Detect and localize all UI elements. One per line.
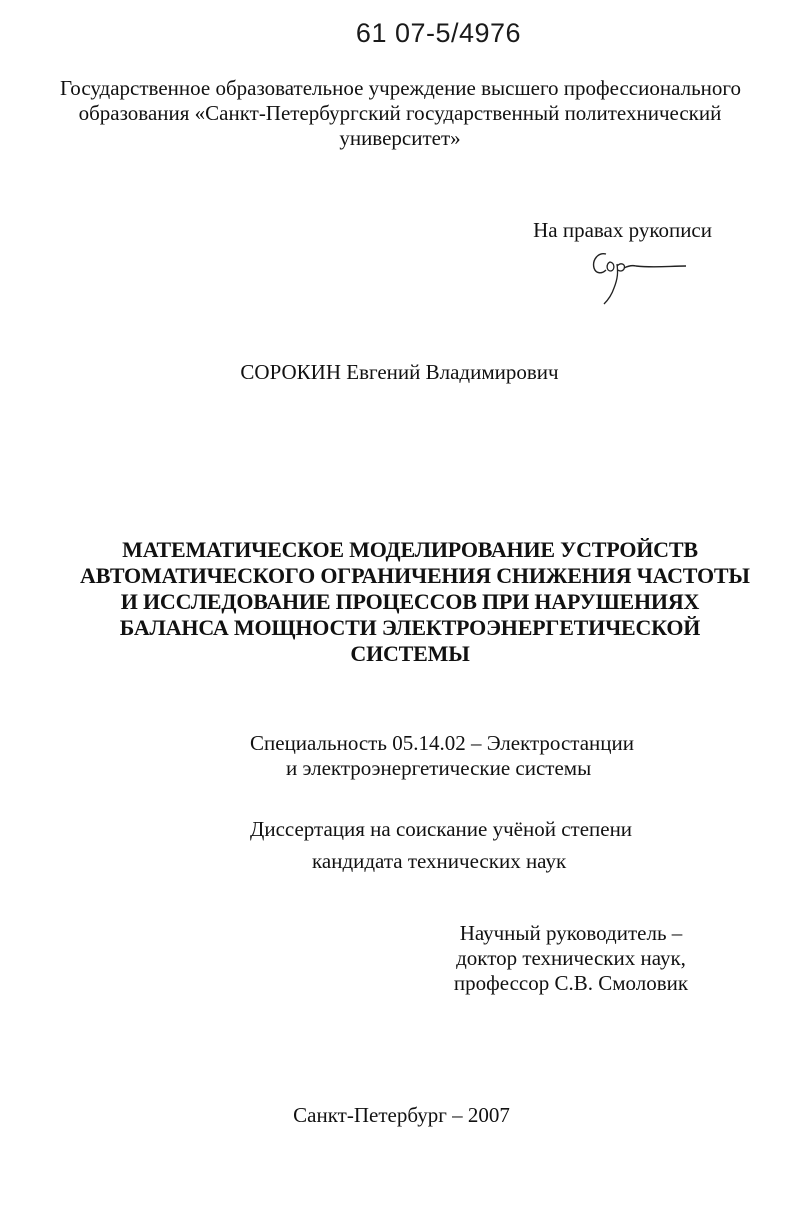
title-line: МАТЕМАТИЧЕСКОЕ МОДЕЛИРОВАНИЕ УСТРОЙСТВ [122, 537, 698, 562]
title-line: АВТОМАТИЧЕСКОГО ОГРАНИЧЕНИЯ СНИЖЕНИЯ ЧАСТОТЫ [80, 563, 750, 588]
degree-line-1: Диссертация на соискание учёной степени [250, 817, 633, 841]
signature-icon [584, 244, 694, 306]
institution-name [60, 76, 740, 151]
specialty [250, 731, 650, 781]
institution-line: Государственное образовательное учреждение высшего профессионального [60, 76, 741, 100]
supervisor-line: доктор технических наук, [456, 946, 686, 970]
degree-line-2: кандидата технических наук [312, 849, 567, 873]
dissertation-title [80, 537, 750, 667]
institution-line: образования «Санкт-Петербургский государственный политехнический [78, 101, 722, 125]
scientific-supervisor [430, 921, 712, 996]
title-line: И ИССЛЕДОВАНИЕ ПРОЦЕССОВ ПРИ НАРУШЕНИЯХ [120, 589, 700, 614]
institution-line: университет» [339, 126, 461, 150]
specialty-line: и электроэнергетические системы [286, 756, 592, 780]
author-name: СОРОКИН Евгений Владимирович [240, 360, 559, 384]
title-line: БАЛАНСА МОЩНОСТИ ЭЛЕКТРОЭНЕРГЕТИЧЕСКОЙ [119, 615, 701, 640]
supervisor-line: Научный руководитель – [459, 921, 683, 945]
handwritten-signature [584, 244, 694, 311]
title-line: СИСТЕМЫ [350, 641, 470, 666]
city-year: Санкт-Петербург – 2007 [293, 1103, 510, 1127]
specialty-line: Специальность 05.14.02 – Электростанции [250, 731, 634, 755]
supervisor-line: профессор С.В. Смоловик [453, 971, 689, 995]
manuscript-rights: На правах рукописи [533, 218, 712, 242]
registration-code: 61 07-5/4976 [355, 18, 522, 48]
